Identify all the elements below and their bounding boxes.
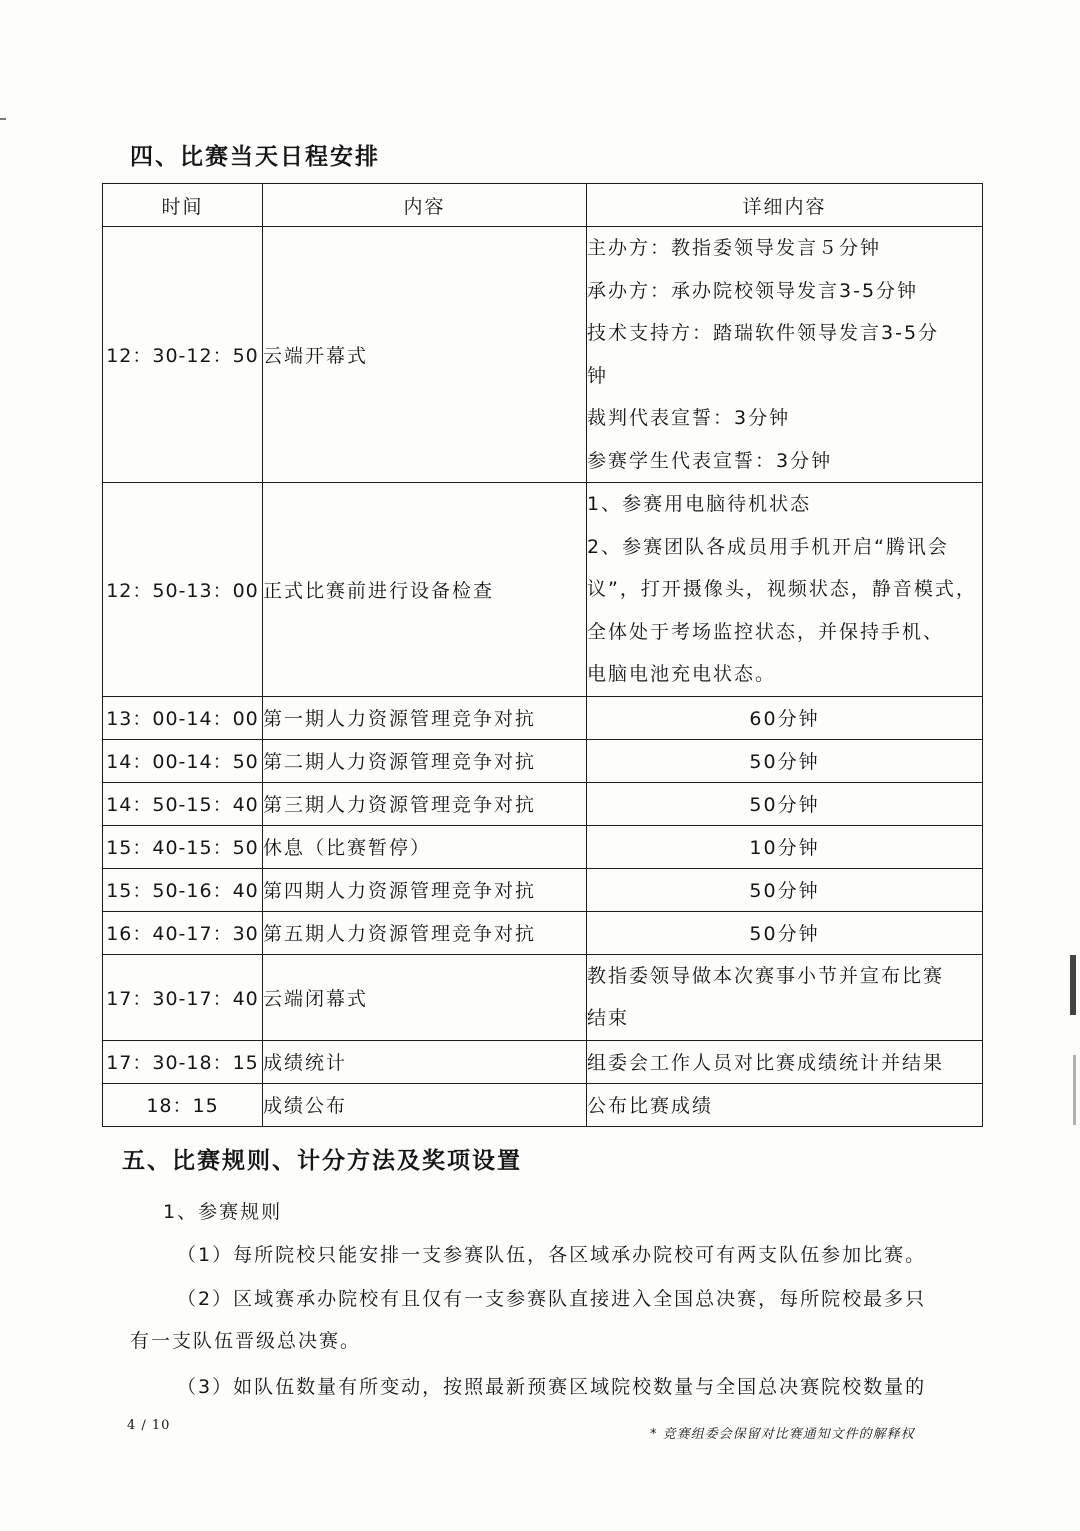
table-row [103, 954, 983, 1040]
row-time: 13：00-14：00 [103, 696, 263, 739]
row-time: 12：50-13：00 [103, 483, 263, 697]
detail-line: 钟 [587, 364, 609, 387]
table-row [103, 911, 983, 954]
row-content: 第二期人力资源管理竞争对抗 [263, 739, 587, 782]
detail-line: 技术支持方：踏瑞软件领导发言3-5分 [587, 322, 940, 344]
row-content: 第三期人力资源管理竞争对抗 [263, 782, 587, 825]
section-5-heading: 五、比赛规则、计分方法及奖项设置 [122, 1148, 522, 1174]
table-row [103, 739, 983, 782]
subheading-rules: 1、参赛规则 [163, 1201, 283, 1223]
table-row [103, 1083, 983, 1126]
row-detail [587, 483, 983, 697]
row-time: 14：50-15：40 [103, 782, 263, 825]
detail-line: 2、参赛团队各成员用手机开启“腾讯会 [587, 535, 949, 558]
row-detail [587, 227, 983, 483]
row-content: 成绩统计 [263, 1040, 587, 1083]
row-time: 18：15 [103, 1083, 263, 1126]
table-row [103, 868, 983, 911]
row-detail: 10分钟 [587, 825, 983, 868]
row-time: 16：40-17：30 [103, 911, 263, 954]
footer-note: * 竞赛组委会保留对比赛通知文件的解释权 [650, 1427, 915, 1442]
header-content: 内容 [263, 184, 587, 227]
header-time: 时间 [103, 184, 263, 227]
detail-line: 全体处于考场监控状态，并保持手机、 [587, 620, 945, 643]
row-detail: 60分钟 [587, 696, 983, 739]
scan-artifact [1073, 1055, 1076, 1125]
row-content: 第四期人力资源管理竞争对抗 [263, 868, 587, 911]
table-row [103, 483, 983, 697]
table-row [103, 696, 983, 739]
detail-line: 主办方：教指委领导发言５分钟 [587, 237, 882, 259]
section-4-heading: 四、比赛当天日程安排 [130, 144, 380, 170]
row-content: 云端开幕式 [263, 227, 587, 483]
detail-line: 1、参赛用电脑待机状态 [587, 493, 812, 515]
rule-paragraph-1: （1）每所院校只能安排一支参赛队伍，各区域承办院校可有两支队伍参加比赛。 [177, 1244, 927, 1266]
row-content: 休息（比赛暂停） [263, 825, 587, 868]
scan-artifact [0, 118, 6, 120]
row-time: 17：30-18：15 [103, 1040, 263, 1083]
page-number: 4 / 10 [127, 1418, 171, 1433]
row-content: 正式比赛前进行设备检查 [263, 483, 587, 697]
scan-artifact [1070, 955, 1076, 1015]
row-time: 15：50-16：40 [103, 868, 263, 911]
detail-line: 裁判代表宣誓：3分钟 [587, 407, 791, 429]
row-time: 15：40-15：50 [103, 825, 263, 868]
row-detail [587, 954, 983, 1040]
table-row [103, 227, 983, 483]
row-content: 云端闭幕式 [263, 954, 587, 1040]
row-detail: 组委会工作人员对比赛成绩统计并结果 [587, 1040, 983, 1083]
table-row [103, 1040, 983, 1083]
detail-line: 电脑电池充电状态。 [587, 663, 777, 685]
row-time: 17：30-17：40 [103, 954, 263, 1040]
row-time: 12：30-12：50 [103, 227, 263, 483]
header-detail: 详细内容 [587, 184, 983, 227]
table-row [103, 825, 983, 868]
row-detail: 50分钟 [587, 911, 983, 954]
detail-line: 议”，打开摄像头，视频状态，静音模式， [587, 578, 977, 600]
rule-paragraph-2-line-2: 有一支队伍晋级总决赛。 [130, 1330, 362, 1352]
detail-line: 承办方：承办院校领导发言3-5分钟 [587, 279, 919, 302]
row-content: 第五期人力资源管理竞争对抗 [263, 911, 587, 954]
detail-line: 结束 [587, 1007, 630, 1029]
row-detail: 50分钟 [587, 782, 983, 825]
table-header-row [103, 184, 983, 227]
row-time: 14：00-14：50 [103, 739, 263, 782]
row-content: 成绩公布 [263, 1083, 587, 1126]
detail-line: 教指委领导做本次赛事小节并宣布比赛 [587, 964, 945, 987]
schedule-table [102, 183, 983, 1127]
row-detail: 50分钟 [587, 868, 983, 911]
row-content: 第一期人力资源管理竞争对抗 [263, 696, 587, 739]
detail-line: 参赛学生代表宣誓：3分钟 [587, 449, 833, 472]
table-row [103, 782, 983, 825]
row-detail: 50分钟 [587, 739, 983, 782]
rule-paragraph-2-line-1: （2）区域赛承办院校有且仅有一支参赛队直接进入全国总决赛，每所院校最多只 [177, 1288, 927, 1310]
rule-paragraph-3: （3）如队伍数量有所变动，按照最新预赛区域院校数量与全国总决赛院校数量的 [177, 1376, 927, 1398]
row-detail: 公布比赛成绩 [587, 1083, 983, 1126]
